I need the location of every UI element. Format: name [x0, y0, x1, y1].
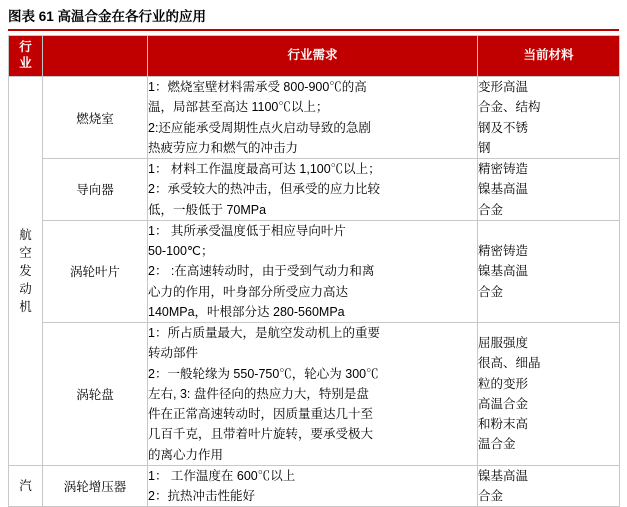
- table-header: [9, 36, 620, 77]
- material-line: 合金: [478, 489, 504, 503]
- demand-line: 心力的作用，叶身部分所受应力高达: [148, 284, 349, 299]
- demand-line: 几百千克，且带着叶片旋转，要承受极大: [148, 427, 374, 442]
- header-demand: 行业需求: [148, 36, 478, 77]
- cell-demand: [148, 465, 478, 507]
- industry-label: 汽: [19, 478, 32, 493]
- material-line: 精密铸造: [478, 162, 529, 176]
- header-industry-label: 行业: [19, 40, 32, 70]
- demand-line: 转动部件: [148, 346, 199, 361]
- demand-line: 2：抗热冲击性能好: [148, 489, 255, 503]
- material-line: 很高、细晶: [478, 356, 541, 371]
- demand-line: 1： 工作温度在 600℃以上: [148, 468, 296, 483]
- material-line: 镍基高温: [478, 264, 529, 279]
- table-body: [9, 77, 620, 507]
- material-line: 镍基高温: [478, 468, 529, 483]
- table-header-row: [9, 36, 620, 77]
- cell-material: [478, 323, 620, 466]
- demand-line: 的离心力作用: [148, 447, 224, 462]
- material-line: 钢: [478, 140, 491, 155]
- material-line: 和粉末高: [478, 417, 529, 432]
- cell-demand: [148, 323, 478, 466]
- demand-line: 1： 其所承受温度低于相应导向叶片: [148, 223, 346, 238]
- table-row: [9, 465, 620, 507]
- demand-line: 温，局部甚至高达 1100℃以上；: [148, 100, 329, 115]
- demand-line: 2:还应能承受周期性点火启动导致的急剧: [148, 120, 371, 135]
- demand-line: 2：一般轮缘为 550-750℃，轮心为 300℃: [148, 366, 379, 381]
- demand-line: 140MPa，叶根部分达 280-560MPa: [148, 304, 345, 319]
- page-title: 图表 61 高温合金在各行业的应用: [8, 9, 207, 24]
- demand-line: 50-100℃；: [148, 244, 214, 258]
- material-line: 合金、结构: [478, 100, 541, 115]
- material-line: 温合金: [478, 437, 516, 452]
- material-line: 镍基高温: [478, 182, 529, 197]
- cell-industry: [9, 465, 43, 507]
- cell-component: 燃烧室: [43, 77, 148, 159]
- table-row: [9, 77, 620, 159]
- application-table: [8, 35, 620, 507]
- header-material: 当前材料: [478, 36, 620, 77]
- header-industry: [9, 36, 43, 77]
- material-line: 合金: [478, 284, 504, 299]
- material-line: 变形高温: [478, 80, 529, 94]
- material-line: 高温合金: [478, 396, 529, 411]
- material-line: 钢及不锈: [478, 120, 529, 135]
- cell-component: 涡轮盘: [43, 323, 148, 466]
- header-sub: [43, 36, 148, 77]
- table-row: [9, 159, 620, 221]
- demand-line: 2：承受较大的热冲击，但承受的应力比较: [148, 182, 380, 197]
- demand-line: 1：所占质量最大，是航空发动机上的重要: [148, 326, 380, 340]
- material-line: 屈服强度: [478, 336, 529, 351]
- cell-component: 涡轮叶片: [43, 220, 148, 322]
- demand-line: 热疲劳应力和燃气的冲击力: [148, 140, 299, 155]
- demand-line: 1： 材料工作温度最高可达 1,100℃以上；: [148, 162, 381, 176]
- material-line: 粒的变形: [478, 376, 529, 391]
- demand-line: 低，一般低于 70MPa: [148, 202, 267, 217]
- cell-demand: [148, 159, 478, 221]
- cell-demand: [148, 77, 478, 159]
- demand-line: 2： :在高速转动时，由于受到气动力和离: [148, 264, 375, 279]
- demand-line: 左右, 3: 盘件径向的热应力大，特别是盘: [148, 386, 369, 401]
- cell-material: [478, 220, 620, 322]
- material-line: 精密铸造: [478, 244, 529, 258]
- cell-material: [478, 465, 620, 507]
- title-underline: [8, 29, 619, 31]
- cell-component: 涡轮增压器: [43, 465, 148, 507]
- cell-component: 导向器: [43, 159, 148, 221]
- demand-line: 1：燃烧室壁材料需承受 800-900℃的高: [148, 80, 367, 94]
- cell-material: [478, 159, 620, 221]
- demand-line: 件在正常高速转动时，因质量重达几十至: [148, 407, 374, 421]
- cell-demand: [148, 220, 478, 322]
- table-row: [9, 323, 620, 466]
- material-line: 合金: [478, 202, 504, 217]
- cell-material: [478, 77, 620, 159]
- industry-label: 航空发动机: [19, 227, 32, 315]
- table-row: [9, 220, 620, 322]
- cell-industry: [9, 77, 43, 466]
